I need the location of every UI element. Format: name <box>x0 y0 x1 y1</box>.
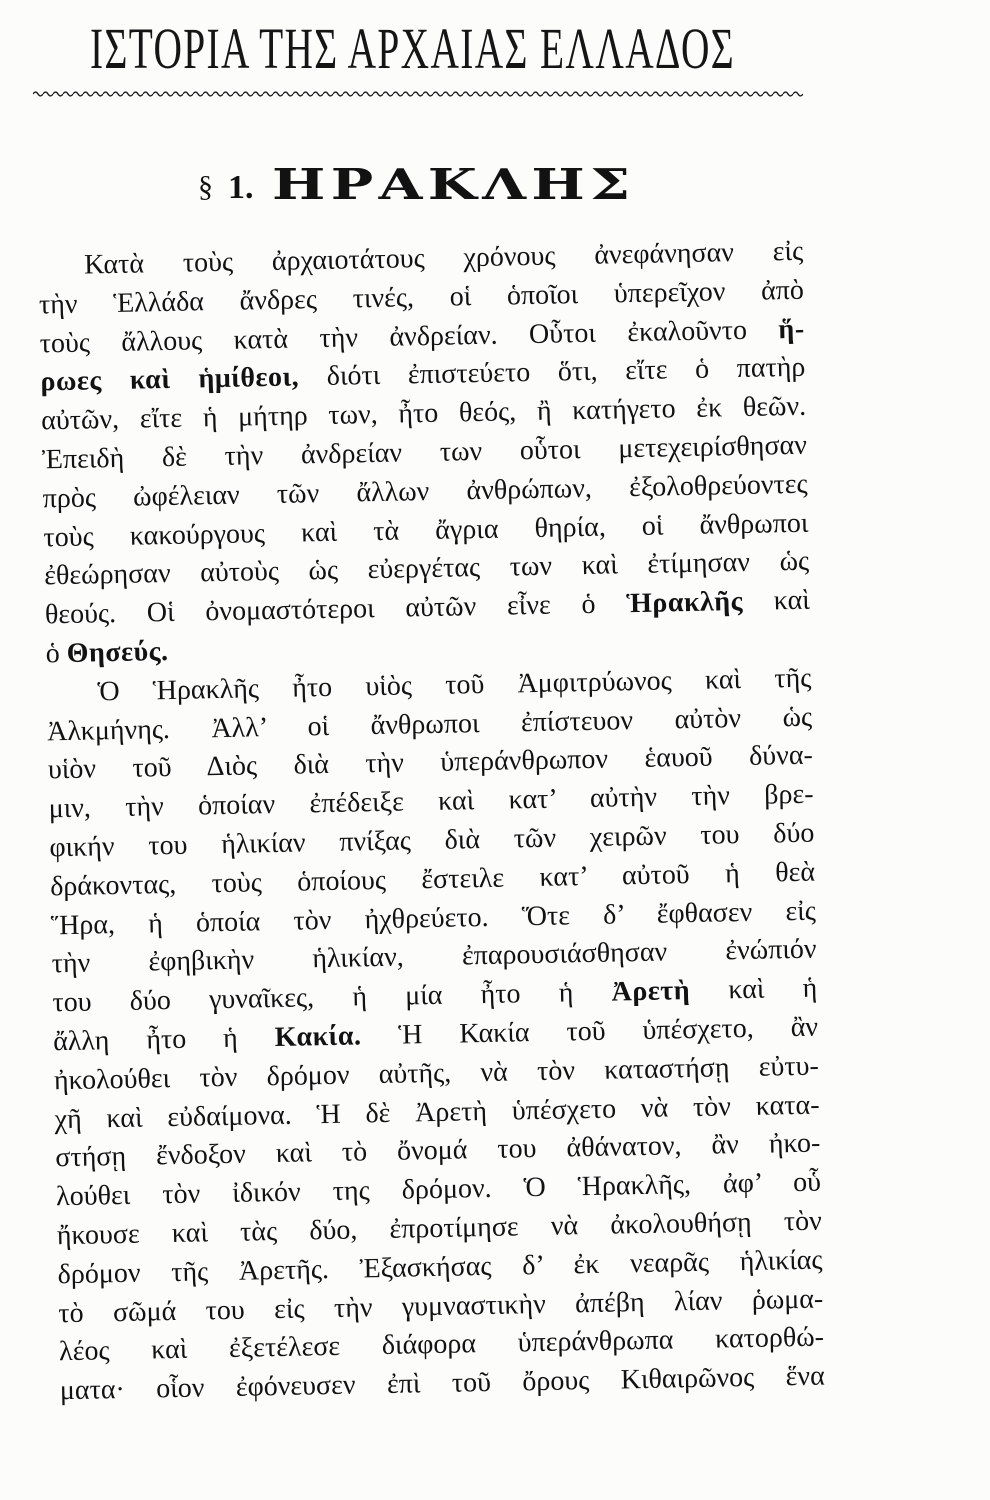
bold-term: ἥ- <box>778 313 805 345</box>
wavy-rule <box>33 88 803 100</box>
text-line: ἤκουσε καὶ τὰς δύο, ἐπροτίμησε νὰ ἀκολουθήσῃ τὸν <box>56 1205 823 1252</box>
text-line: μιν, τὴν ὁποίαν ἐπέδειξε καὶ κατ’ αὐτὴν τὴν βρε- <box>48 778 814 825</box>
running-head: ΙΣΤΟΡΙΑ ΤΗΣ ΑΡΧΑΙΑΣ ΕΛΛΑΔΟΣ <box>90 16 736 81</box>
text-run: ἄλλη ἦτο ἡ <box>52 1021 276 1058</box>
text-line: ἐθεώρησαν αὐτοὺς ὡς εὐεργέτας των καὶ ἐτίμησαν ὡς <box>43 546 810 592</box>
body-text <box>38 233 825 1411</box>
text-line: τὴν ἐφηβικὴν ἡλικίαν, ἐπαρουσιάσθησαν ἐνώπιόν <box>51 933 817 980</box>
text-line: δρόμον τῆς Ἀρετῆς. Ἐξασκήσας δ’ ἐκ νεαρᾶς ἡλικίας <box>57 1244 823 1290</box>
bold-term: Ἀρετὴ <box>611 975 691 1008</box>
bold-term: ρωες καὶ ἡμίθεοι, <box>40 361 300 398</box>
text-line: τὴν Ἑλλάδα ἄνδρες τινές, οἱ ὁποῖοι ὑπερεῖχον ἀπὸ <box>38 274 805 321</box>
text-line: χῆ καὶ εὐδαίμονα. Ἡ δὲ Ἀρετὴ ὑπέσχετο νὰ τὸν κατα- <box>54 1089 820 1135</box>
text-line: Ἥρα, ἡ ὁποία τὸν ἠχθρεύετο. Ὅτε δ’ ἔφθασεν εἰς <box>50 895 817 941</box>
bold-term: Ἡρακλῆς <box>626 586 744 620</box>
text-run: θεούς. Οἱ ὀνομαστότεροι αὐτῶν εἶνε ὁ <box>44 588 627 631</box>
section-number: 1. <box>228 169 254 206</box>
text-run: καὶ ἡ <box>689 972 818 1007</box>
text-line: δράκοντας, τοὺς ὁποίους ἔστειλε κατ’ αὐτοῦ ἡ θεὰ <box>49 856 816 903</box>
bold-term: Κακία. <box>274 1020 362 1053</box>
text-line: ἠκολούθει τὸν δρόμον αὐτῆς, νὰ τὸν καταστήσῃ εὐτυ- <box>53 1050 820 1097</box>
text-line: ματα· οἷον ἐφόνευσεν ἐπὶ τοῦ ὄρους Κιθαιρῶνος ἕνα <box>59 1360 826 1407</box>
paragraph <box>38 233 811 674</box>
text-run: Ἡ Κακία τοῦ ὑπέσχετο, ἂν <box>361 1011 819 1052</box>
text-line: Ἐπειδὴ δὲ τὴν ἀνδρείαν των οὗτοι μετεχειρίσθησαν <box>41 429 808 476</box>
text-run: τοὺς ἄλλους κατὰ τὴν ἀνδρείαν. Οὗτοι ἐκαλοῦντο <box>39 313 779 360</box>
text-line: Κατὰ τοὺς ἀρχαιοτάτους χρόνους ἀνεφάνησαν εἰς <box>83 235 804 281</box>
text-line: φικήν του ἡλικίαν πνίξας διὰ τῶν χειρῶν του δύο <box>49 817 815 864</box>
text-line: στήσῃ ἔνδοξον καὶ τὸ ὄνομά του ἀθάνατον, ἂν ἠκο- <box>55 1127 821 1174</box>
text-line: αὐτῶν, εἴτε ἡ μήτηρ των, ἦτο θεός, ἢ κατήγετο ἐκ θεῶν. <box>40 390 807 437</box>
text-run: ὁ <box>45 637 67 670</box>
text-line: υἱὸν τοῦ Διὸς διὰ τὴν ὑπεράνθρωπον ἑαυοῦ δύνα- <box>47 740 814 786</box>
text-line: τὸ σῶμά του εἰς τὴν γυμναστικὴν ἀπέβη λίαν ῥωμα- <box>58 1283 824 1329</box>
text-line: λούθει τὸν ἰδικόν της δρόμον. Ὁ Ἡρακλῆς, ἀφ’ οὗ <box>55 1166 822 1213</box>
text-run: του δύο γυναῖκες, ἡ μία ἦτο ἡ <box>52 976 612 1019</box>
text-line: Ἀλκμήνης. Ἀλλ’ οἱ ἄνθρωποι ἐπίστευον αὐτὸν ὡς <box>46 701 813 747</box>
paragraph <box>46 659 825 1411</box>
text-run: διότι ἐπιστεύετο ὅτι, εἴτε ὁ πατὴρ <box>298 352 806 393</box>
section-title: ΗΡΑΚΛΗΣ <box>272 160 636 209</box>
bold-term: Θησεύς. <box>66 635 169 669</box>
text-line: Ὁ Ἡρακλῆς ἦτο υἱὸς τοῦ Ἀμφιτρύωνος καὶ τῆς <box>97 662 812 708</box>
text-line: λέος καὶ ἐξετέλεσε διάφορα ὑπεράνθρωπα κατορθώ- <box>58 1321 825 1368</box>
text-line: πρὸς ὠφέλειαν τῶν ἄλλων ἀνθρώπων, ἐξολοθρεύοντες <box>42 468 808 515</box>
section-symbol: § <box>198 170 213 203</box>
text-run: καὶ <box>742 584 811 618</box>
text-line: τοὺς κακούργους καὶ τὰ ἄγρια θηρία, οἱ ἄνθρωποι <box>43 507 809 553</box>
